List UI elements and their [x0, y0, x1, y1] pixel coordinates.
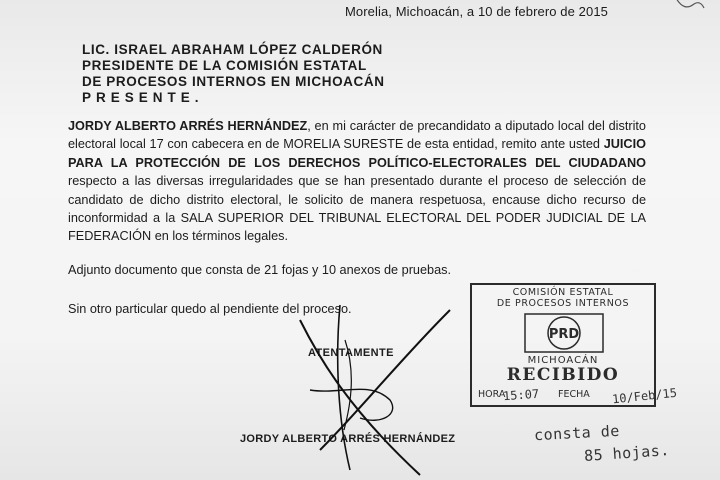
handwritten-signature: [280, 300, 460, 480]
handwritten-fecha: 10/Feb/15: [611, 385, 678, 407]
salutation: ATENTAMENTE: [308, 347, 394, 359]
prd-logo-text: PRD: [548, 327, 580, 342]
addressee-presente: PRESENTE.: [82, 90, 204, 105]
addressee-organization: DE PROCESOS INTERNOS EN MICHOACÁN: [82, 74, 385, 89]
addressee-name: LIC. ISRAEL ABRAHAM LÓPEZ CALDERÓN: [82, 42, 383, 57]
body-text-part-c: respecto a las diversas irregularidades que se han presentado durante el proceso de selección de candidato de dicho distrito electoral, le solicito de manera respetuosa, encause dicho recurso de inconformidad a la SALA SUPERIOR DEL TRIBUNAL ELECTORAL DEL PODER JUDICIAL DE LA FEDERACIÓN en los términos legales.: [68, 174, 646, 244]
stamp-commission: COMISIÓN ESTATAL: [512, 287, 614, 298]
stamp-hora-label: HORA: [478, 389, 506, 400]
handwritten-note-line2: 85 hojas.: [583, 441, 671, 465]
prd-logo: [524, 313, 604, 353]
addressee-title: PRESIDENTE DE LA COMISIÓN ESTATAL: [82, 58, 367, 73]
body-bold-title: JUICIO PARA LA PROTECCIÓN DE LOS DERECHOS POLÍTICO-ELECTORALES DEL CIUDADANO: [68, 137, 646, 170]
closing-paragraph: Sin otro particular quedo al pendiente del proceso.: [68, 302, 352, 316]
body-text-part-a: , en mi carácter de precandidato a diputado local del distrito electoral local 17 con cabecera en de MORELIA SURESTE de esta entidad, remito ante usted: [68, 119, 646, 152]
stamp-fecha-label: FECHA: [558, 389, 590, 400]
handwritten-note-line1: consta de: [533, 421, 621, 445]
corner-pen-mark: [670, 0, 710, 16]
received-stamp: [470, 283, 656, 407]
attachment-paragraph: Adjunto documento que consta de 21 fojas y 10 anexos de pruebas.: [68, 263, 452, 277]
signer-name: JORDY ALBERTO ARRÉS HERNÁNDEZ: [240, 433, 456, 445]
addressee-block: [82, 42, 385, 106]
body-paragraph: [68, 117, 646, 246]
sender-name: JORDY ALBERTO ARRÉS HERNÁNDEZ: [68, 119, 308, 133]
date-line: Morelia, Michoacán, a 10 de febrero de 2015: [344, 4, 608, 19]
stamp-received: RECIBIDO: [506, 365, 620, 385]
stamp-state: MICHOACÁN: [527, 355, 599, 366]
stamp-internal-processes: DE PROCESOS INTERNOS: [496, 298, 630, 309]
handwritten-hora: 15:07: [502, 386, 540, 404]
